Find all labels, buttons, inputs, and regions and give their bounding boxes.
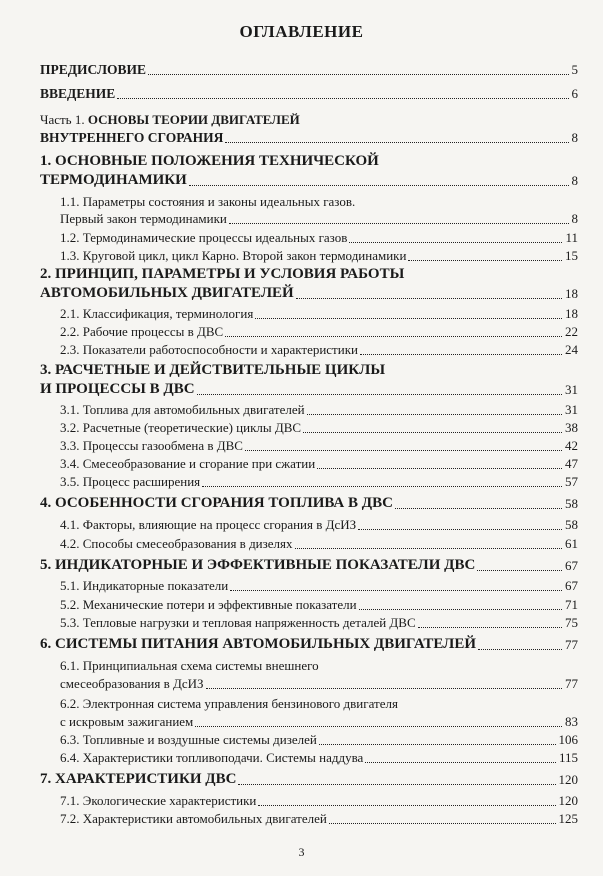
toc-page-number: 47 <box>565 456 578 471</box>
toc-entry-text: ВВЕДЕНИЕ <box>40 86 116 101</box>
toc-entry-ch3[interactable] <box>40 381 578 398</box>
toc-page-number: 5 <box>571 62 578 77</box>
toc-entry-3-3[interactable] <box>60 438 578 454</box>
toc-page-number: 106 <box>558 732 578 747</box>
toc-page-number: 120 <box>558 793 578 808</box>
leader-dots <box>358 528 562 530</box>
leader-dots <box>238 783 555 785</box>
toc-entry-1-3[interactable] <box>60 248 578 264</box>
toc-entry-intro[interactable] <box>40 86 578 102</box>
toc-entry-text: Первый закон термодинамики <box>60 211 227 226</box>
toc-entry-text: 7.2. Характеристики автомобильных двигателей <box>60 811 327 826</box>
part-prefix: Часть 1. <box>40 112 85 127</box>
leader-dots <box>148 73 568 75</box>
toc-page-number: 15 <box>565 248 578 263</box>
leader-dots <box>245 449 562 451</box>
toc-entry-ch5[interactable] <box>40 557 578 574</box>
part-title-line1: ОСНОВЫ ТЕОРИИ ДВИГАТЕЛЕЙ <box>87 112 300 127</box>
toc-entry-text: 4. ОСОБЕННОСТИ СГОРАНИЯ ТОПЛИВА В ДВС <box>40 495 393 511</box>
toc-entry-ch1[interactable] <box>40 172 578 189</box>
toc-entry-text: 4.1. Факторы, влияющие на процесс сгорания в ДсИЗ <box>60 517 357 532</box>
leader-dots <box>195 725 562 727</box>
toc-entry-text: 1.2. Термодинамические процессы идеальных газов <box>60 230 348 245</box>
toc-page-number: 58 <box>565 517 578 532</box>
toc-entry-part1[interactable] <box>40 130 578 146</box>
toc-page-number: 115 <box>558 750 578 765</box>
toc-page-number: 77 <box>565 676 578 691</box>
leader-dots <box>197 393 562 395</box>
toc-entry-preface[interactable] <box>40 62 578 78</box>
toc-entry-5-1[interactable] <box>60 578 578 594</box>
toc-page-number: 31 <box>565 402 578 417</box>
leader-dots <box>255 317 562 319</box>
leader-dots <box>296 297 562 299</box>
toc-entry-text: 7. ХАРАКТЕРИСТИКИ ДВС <box>40 771 237 787</box>
toc-page-number: 77 <box>565 637 578 652</box>
toc-entry-2-2[interactable] <box>60 324 578 340</box>
page-title: ОГЛАВЛЕНИЕ <box>239 22 364 41</box>
toc-entry-text: И ПРОЦЕССЫ В ДВС <box>40 381 195 397</box>
chapter-2-title[interactable]: 2. ПРИНЦИП, ПАРАМЕТРЫ И УСЛОВИЯ РАБОТЫ <box>40 266 405 282</box>
page-number: 3 <box>298 845 305 859</box>
toc-entry-text: 2.2. Рабочие процессы в ДВС <box>60 324 224 339</box>
leader-dots <box>258 804 555 806</box>
toc-entry-3-5[interactable] <box>60 474 578 490</box>
toc-page-number: 24 <box>565 342 578 357</box>
toc-page-number: 75 <box>565 615 578 630</box>
toc-entry-6-1[interactable] <box>60 676 578 692</box>
toc-page-number: 83 <box>565 714 578 729</box>
toc-entry-text: 5.1. Индикаторные показатели <box>60 578 229 593</box>
toc-entry-text: ТЕРМОДИНАМИКИ <box>40 172 187 188</box>
section-1-1-title[interactable]: 1.1. Параметры состояния и законы идеальных газов. <box>60 194 356 209</box>
toc-entry-3-1[interactable] <box>60 402 578 418</box>
toc-entry-ch6[interactable] <box>40 636 578 653</box>
toc-entry-text: 3.5. Процесс расширения <box>60 474 201 489</box>
leader-dots <box>202 485 562 487</box>
leader-dots <box>359 608 562 610</box>
toc-page-number: 67 <box>565 578 578 593</box>
toc-entry-text: 6. СИСТЕМЫ ПИТАНИЯ АВТОМОБИЛЬНЫХ ДВИГАТЕЛЕЙ <box>40 636 476 652</box>
leader-dots <box>189 184 569 186</box>
leader-dots <box>225 141 568 143</box>
toc-entry-text: с искровым зажиганием <box>60 714 194 729</box>
leader-dots <box>329 822 556 824</box>
toc-entry-4-2[interactable] <box>60 536 578 552</box>
toc-page-number: 18 <box>565 306 578 321</box>
toc-page-number: 31 <box>565 382 578 397</box>
toc-part-title[interactable] <box>40 112 300 128</box>
section-6-2-title[interactable]: 6.2. Электронная система управления бензинового двигателя <box>60 696 398 711</box>
toc-page-number: 58 <box>565 496 578 511</box>
toc-entry-text: ВНУТРЕННЕГО СГОРАНИЯ <box>40 130 224 145</box>
leader-dots <box>295 547 562 549</box>
toc-page-number: 8 <box>571 130 578 145</box>
leader-dots <box>478 648 562 650</box>
leader-dots <box>225 335 562 337</box>
toc-entry-text: 4.2. Способы смесеобразования в дизелях <box>60 536 293 551</box>
leader-dots <box>365 761 556 763</box>
toc-entry-text: 7.1. Экологические характеристики <box>60 793 257 808</box>
toc-entry-text: АВТОМОБИЛЬНЫХ ДВИГАТЕЛЕЙ <box>40 285 294 301</box>
toc-entry-text: 5.3. Тепловые нагрузки и тепловая напряженность деталей ДВС <box>60 615 416 630</box>
toc-page-number: 8 <box>571 173 578 188</box>
toc-entry-2-3[interactable] <box>60 342 578 358</box>
toc-page-number: 38 <box>565 420 578 435</box>
toc-entry-text: 2.3. Показатели работоспособности и характеристики <box>60 342 358 357</box>
toc-entry-2-1[interactable] <box>60 306 578 322</box>
leader-dots <box>408 259 562 261</box>
toc-entry-ch7[interactable] <box>40 771 578 788</box>
toc-entry-6-4[interactable] <box>60 750 578 766</box>
toc-page-number: 125 <box>558 811 578 826</box>
toc-entry-5-3[interactable] <box>60 615 578 631</box>
toc-entry-text: 6.3. Топливные и воздушные системы дизелей <box>60 732 317 747</box>
toc-page-number: 120 <box>558 772 578 787</box>
toc-entry-text: ПРЕДИСЛОВИЕ <box>40 62 147 77</box>
toc-entry-ch2[interactable] <box>40 285 578 302</box>
toc-entry-6-3[interactable] <box>60 732 578 748</box>
chapter-3-title[interactable]: 3. РАСЧЕТНЫЕ И ДЕЙСТВИТЕЛЬНЫЕ ЦИКЛЫ <box>40 362 386 378</box>
leader-dots <box>418 626 562 628</box>
leader-dots <box>319 743 556 745</box>
leader-dots <box>395 507 562 509</box>
toc-page-number: 8 <box>571 211 578 226</box>
toc-entry-4-1[interactable] <box>60 517 578 533</box>
toc-page-number: 6 <box>571 86 578 101</box>
leader-dots <box>117 97 568 99</box>
leader-dots <box>360 353 562 355</box>
toc-entry-text: смесеобразования в ДсИЗ <box>60 676 204 691</box>
section-6-1-title[interactable]: 6.1. Принципиальная схема системы внешнего <box>60 658 319 673</box>
toc-entry-1-2[interactable] <box>60 230 578 246</box>
leader-dots <box>307 413 562 415</box>
toc-entry-6-2[interactable] <box>60 714 578 730</box>
toc-entry-text: 1.3. Круговой цикл, цикл Карно. Второй закон термодинамики <box>60 248 407 263</box>
toc-entry-1-1[interactable] <box>60 211 578 227</box>
toc-entry-text: 3.1. Топлива для автомобильных двигателей <box>60 402 305 417</box>
toc-page-number: 57 <box>565 474 578 489</box>
toc-entry-7-2[interactable] <box>60 811 578 827</box>
toc-entry-ch4[interactable] <box>40 495 578 512</box>
leader-dots <box>477 569 562 571</box>
toc-page-number: 11 <box>565 230 578 245</box>
toc-page-number: 18 <box>565 286 578 301</box>
toc-entry-text: 5.2. Механические потери и эффективные показатели <box>60 597 357 612</box>
toc-page-number: 42 <box>565 438 578 453</box>
toc-entry-text: 6.4. Характеристики топливоподачи. Системы наддува <box>60 750 364 765</box>
toc-entry-text: 5. ИНДИКАТОРНЫЕ И ЭФФЕКТИВНЫЕ ПОКАЗАТЕЛИ ДВС <box>40 557 476 573</box>
leader-dots <box>303 431 562 433</box>
chapter-1-title[interactable]: 1. ОСНОВНЫЕ ПОЛОЖЕНИЯ ТЕХНИЧЕСКОЙ <box>40 153 379 169</box>
toc-entry-5-2[interactable] <box>60 597 578 613</box>
leader-dots <box>229 222 569 224</box>
toc-entry-text: 3.3. Процессы газообмена в ДВС <box>60 438 243 453</box>
toc-entry-text: 3.4. Смесеобразование и сгорание при сжатии <box>60 456 316 471</box>
toc-entry-text: 2.1. Классификация, терминология <box>60 306 254 321</box>
toc-page-number: 61 <box>565 536 578 551</box>
toc-page-number: 22 <box>565 324 578 339</box>
toc-entry-3-2[interactable] <box>60 420 578 436</box>
leader-dots <box>317 467 562 469</box>
toc-page-number: 67 <box>565 558 578 573</box>
toc-entry-text: 3.2. Расчетные (теоретические) циклы ДВС <box>60 420 302 435</box>
leader-dots <box>230 589 562 591</box>
toc-entry-7-1[interactable] <box>60 793 578 809</box>
leader-dots <box>349 241 562 243</box>
toc-page-number: 71 <box>565 597 578 612</box>
toc-entry-3-4[interactable] <box>60 456 578 472</box>
leader-dots <box>206 687 562 689</box>
